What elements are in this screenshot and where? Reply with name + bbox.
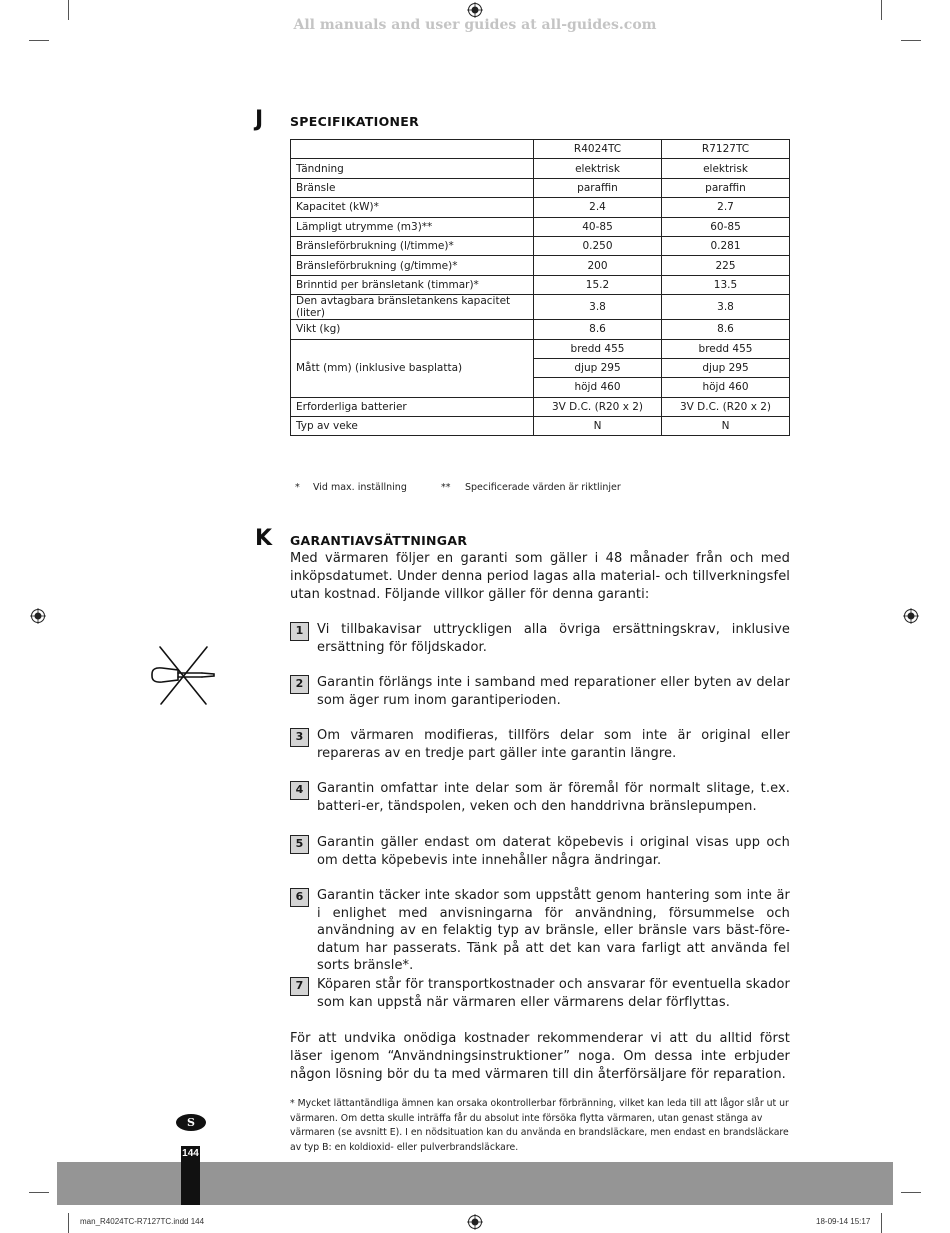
no-tools-icon [150, 643, 218, 707]
footnote: * Mycket lättantändliga ämnen kan orsaka okontrollerbar förbränning, vilket kan leda till att lågor slår ut ur värmaren. Om detta skulle inträffa får du absolut inte försöka flytta värmaren, utan genast stänga av värmaren (se avsnitt E). I en nödsituation kan du använda en brandsläckare, men endast en brandsläckare av typ B: en koldioxid- eller pulverbrandsläckare. [290, 1098, 789, 1153]
cell-value: djup 295 [534, 358, 662, 377]
cell-value: 8.6 [534, 320, 662, 339]
row-label: Bränsleförbrukning (g/timme)* [291, 256, 534, 275]
slug-filename: man_R4024TC-R7127TC.indd 144 [80, 1217, 205, 1226]
crop-mark [68, 1213, 69, 1233]
table-row-dimensions [291, 339, 790, 358]
table-row [291, 275, 790, 294]
crop-mark [29, 1192, 49, 1193]
table-row [291, 198, 790, 217]
cell-value: paraffin [534, 178, 662, 197]
slug-date: 18-09-14 15:17 [816, 1217, 871, 1226]
table-header-row [291, 140, 790, 159]
model-header: R7127TC [662, 140, 790, 159]
cell-value: paraffin [662, 178, 790, 197]
cell-value: 40-85 [534, 217, 662, 236]
crop-mark [29, 40, 49, 41]
table-corner-cell [291, 140, 534, 159]
cell-value: höjd 460 [662, 378, 790, 397]
item-number: 2 [290, 675, 309, 694]
table-row [291, 417, 790, 436]
row-label: Mått (mm) (inklusive basplatta) [291, 339, 534, 397]
registration-mark-icon [467, 2, 483, 18]
row-label: Lämpligt utrymme (m3)** [291, 217, 534, 236]
cell-value: 0.250 [534, 236, 662, 255]
item-text: Om värmaren modifieras, tillförs delar som inte är original eller repareras av en tredje part gäller inte garantin längre. [317, 728, 790, 761]
row-label: Erforderliga batterier [291, 397, 534, 416]
registration-mark-icon [467, 1214, 483, 1230]
cell-value: N [534, 417, 662, 436]
item-text: Garantin täcker inte skador som uppstått genom hantering som inte är i enlighet med anvisningarna för användning, försummelse och användning av en felaktig typ av bränsle, eller bränsle vars bäst-före-datum har passerats. Tänk på att det kan vara farligt att använda fel sorts bränsle*. [317, 888, 790, 974]
note-marker: * [295, 482, 300, 493]
cell-value: bredd 455 [534, 339, 662, 358]
cell-value: 225 [662, 256, 790, 275]
row-label: Bränsleförbrukning (l/timme)* [291, 236, 534, 255]
section-title-warranty: GARANTIAVSÄTTNINGAR [290, 533, 468, 548]
section-letter-j: J [255, 107, 264, 132]
cell-value: elektrisk [534, 159, 662, 178]
item-text: Garantin gäller endast om daterat köpebevis i original visas upp och om detta köpebevis inte innehåller några ändringar. [317, 835, 790, 868]
cell-value: 3.8 [662, 295, 790, 320]
item-number: 5 [290, 835, 309, 854]
section-letter-k: K [255, 526, 273, 551]
specifications-table [290, 139, 790, 436]
table-row [291, 397, 790, 416]
table-row [291, 320, 790, 339]
crop-mark [881, 1213, 882, 1233]
item-text: Garantin förlängs inte i samband med reparationer eller byten av delar som äger rum inom garantiperioden. [317, 675, 790, 708]
item-text: Köparen står för transportkostnader och ansvarar för eventuella skador som kan uppstå när värmaren eller värmarens delar förflyttas. [317, 977, 790, 1010]
note-text: Vid max. inställning [313, 482, 407, 493]
model-header: R4024TC [534, 140, 662, 159]
page-number: 144 [182, 1148, 199, 1159]
registration-mark-icon [903, 608, 919, 624]
cell-value: djup 295 [662, 358, 790, 377]
note-text: Specificerade värden är riktlinjer [465, 482, 621, 493]
cell-value: höjd 460 [534, 378, 662, 397]
cell-value: 0.281 [662, 236, 790, 255]
cell-value: N [662, 417, 790, 436]
row-label: Brinntid per bränsletank (timmar)* [291, 275, 534, 294]
cell-value: 200 [534, 256, 662, 275]
cell-value: 3V D.C. (R20 x 2) [662, 397, 790, 416]
row-label: Bränsle [291, 178, 534, 197]
cell-value: 3.8 [534, 295, 662, 320]
cell-value: 15.2 [534, 275, 662, 294]
item-number: 6 [290, 888, 309, 907]
section-title-specifications: SPECIFIKATIONER [290, 114, 420, 129]
item-number: 3 [290, 728, 309, 747]
cell-value: 60-85 [662, 217, 790, 236]
warranty-outro: För att undvika onödiga kostnader rekommenderar vi att du alltid först läser igenom “Användningsinstruktioner” noga. Om dessa inte erbjuder någon lösning bör du ta med värmaren till din återförsäljare för reparation. [290, 1031, 790, 1082]
cell-value: 2.7 [662, 198, 790, 217]
item-number: 7 [290, 977, 309, 996]
table-row [291, 178, 790, 197]
cell-value: 2.4 [534, 198, 662, 217]
cell-value: 8.6 [662, 320, 790, 339]
row-label: Vikt (kg) [291, 320, 534, 339]
table-row [291, 256, 790, 275]
table-row [291, 159, 790, 178]
row-label: Den avtagbara bränsletankens kapacitet (liter) [291, 295, 534, 320]
cell-value: elektrisk [662, 159, 790, 178]
note-marker: ** [441, 482, 451, 493]
cell-value: 3V D.C. (R20 x 2) [534, 397, 662, 416]
crop-mark [901, 1192, 921, 1193]
row-label: Kapacitet (kW)* [291, 198, 534, 217]
item-number: 1 [290, 622, 309, 641]
item-number: 4 [290, 781, 309, 800]
item-text: Garantin omfattar inte delar som är föremål för normalt slitage, t.ex. batteri-er, tändspolen, veken och den handdrivna bränslepumpen. [317, 781, 790, 814]
item-text: Vi tillbakavisar uttryckligen alla övriga ersättningskrav, inklusive ersättning för följdskador. [317, 622, 790, 655]
table-row [291, 236, 790, 255]
cell-value: 13.5 [662, 275, 790, 294]
row-label: Tändning [291, 159, 534, 178]
watermark: All manuals and user guides at all-guides.com [293, 17, 657, 33]
crop-mark [901, 40, 921, 41]
language-badge: S [176, 1114, 206, 1131]
registration-mark-icon [30, 608, 46, 624]
cell-value: bredd 455 [662, 339, 790, 358]
warranty-intro: Med värmaren följer en garanti som gäller i 48 månader från och med inköpsdatumet. Under denna period lagas alla material- och tillverkningsfel utan kostnad. Följande villkor gäller för denna garanti: [290, 551, 790, 602]
table-row [291, 295, 790, 320]
row-label: Typ av veke [291, 417, 534, 436]
table-row [291, 217, 790, 236]
